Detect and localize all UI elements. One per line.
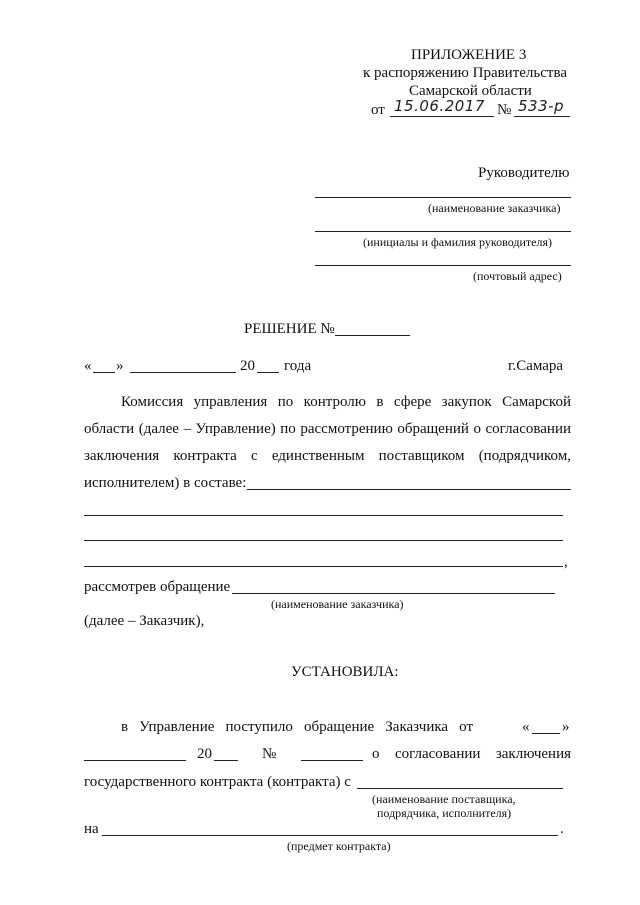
word-6: от — [459, 719, 473, 735]
number-underline — [514, 116, 570, 117]
word-1: в — [121, 719, 129, 735]
request-quote-close: » — [562, 719, 570, 735]
request-year-line — [214, 760, 238, 761]
supplier-caption-1: (наименование поставщика, — [372, 792, 516, 806]
considered-customer-caption: (наименование заказчика) — [271, 597, 404, 611]
composition-comma: , — [564, 554, 568, 570]
subject-line — [102, 835, 558, 836]
considered-customer-line — [232, 593, 555, 594]
considered-label: рассмотрев обращение — [84, 579, 231, 595]
order-reference: к распоряжению Правительства — [363, 65, 568, 81]
established-title: УСТАНОВИЛА: — [291, 664, 399, 680]
composition-line-3 — [84, 540, 563, 541]
approval-text: о согласовании заключения — [372, 746, 571, 762]
supplier-line — [357, 788, 563, 789]
established-line-1 — [121, 718, 473, 736]
subject-period: . — [560, 821, 564, 837]
composition-line-2 — [84, 515, 563, 516]
month-line — [130, 372, 236, 373]
subject-caption: (предмет контракта) — [287, 839, 391, 853]
request-day-line — [532, 733, 560, 734]
supplier-caption-2: подрядчика, исполнителя) — [377, 806, 512, 820]
head-name-caption: (инициалы и фамилия руководителя) — [363, 235, 552, 249]
paragraph-line-4: исполнителем) в составе: — [84, 475, 247, 491]
request-number-sign: № — [262, 746, 277, 762]
paragraph-line-2: области (далее – Управление) по рассмотрению обращений о согласовании — [84, 421, 571, 437]
number-sign: № — [497, 102, 512, 118]
postal-address-caption: (почтовый адрес) — [473, 269, 562, 283]
postal-address-line — [315, 265, 571, 266]
word-3: поступило — [225, 719, 293, 735]
paragraph-line-1: Комиссия управления по контролю в сфере закупок Самарской — [121, 394, 571, 410]
request-number-line — [301, 760, 363, 761]
word-5: Заказчика — [385, 719, 449, 735]
year-suffix: года — [284, 358, 312, 374]
city-name: г.Самара — [508, 358, 564, 374]
composition-line-1 — [247, 489, 571, 490]
from-label: от — [371, 102, 385, 118]
date-quote-close: » — [116, 358, 124, 374]
customer-name-line — [315, 197, 571, 198]
word-4: обращение — [303, 719, 375, 735]
request-quote-open: « — [522, 719, 530, 735]
year-prefix: 20 — [240, 358, 255, 374]
contract-with-label: государственного контракта (контракта) с — [84, 774, 351, 790]
day-line — [93, 372, 115, 373]
request-year-prefix: 20 — [197, 746, 212, 762]
year-line — [257, 372, 279, 373]
handwritten-number: 533-р — [518, 97, 565, 115]
composition-line-4 — [84, 566, 563, 567]
decision-title: РЕШЕНИЕ № — [244, 321, 335, 337]
hereinafter-customer: (далее – Заказчик), — [84, 613, 205, 629]
region-name: Самарской области — [409, 83, 532, 99]
subject-on-label: на — [84, 821, 99, 837]
customer-name-caption: (наименование заказчика) — [428, 201, 561, 215]
paragraph-line-3: заключения контракта с единственным поставщиком (подрядчиком, — [84, 448, 571, 464]
request-month-line — [84, 760, 186, 761]
appendix-title: ПРИЛОЖЕНИЕ 3 — [411, 47, 527, 63]
handwritten-date: 15.06.2017 — [394, 97, 485, 115]
date-underline — [390, 116, 494, 117]
addressee-label: Руководителю — [478, 165, 570, 181]
word-2: Управление — [139, 719, 215, 735]
date-quote-open: « — [84, 358, 92, 374]
decision-number-line — [335, 335, 410, 336]
head-name-line — [315, 231, 571, 232]
